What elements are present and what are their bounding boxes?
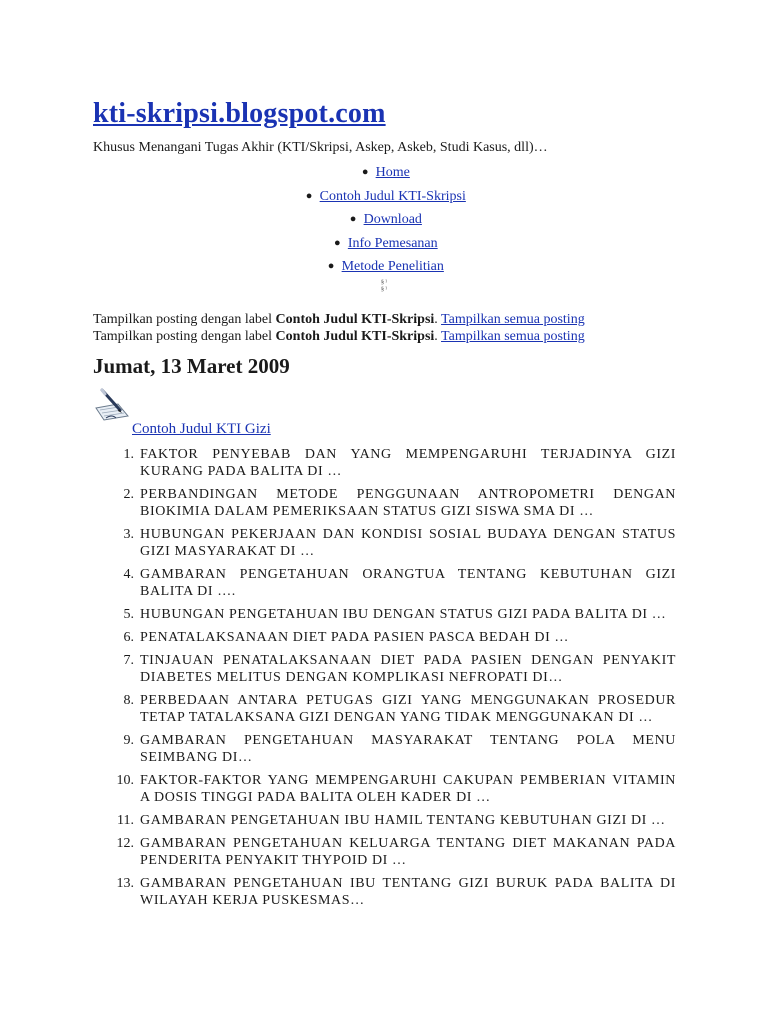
list-item-number: 10. xyxy=(116,773,134,788)
list-item-number: 12. xyxy=(116,836,134,851)
post-item-list xyxy=(0,446,768,915)
list-item-text: GAMBARAN PENGETAHUAN IBU TENTANG GIZI BURUK PADA BALITA DI WILAYAH KERJA PUSKESMAS… xyxy=(140,876,676,908)
list-item-text: GAMBARAN PENGETAHUAN IBU HAMIL TENTANG KEBUTUHAN GIZI DI … xyxy=(140,813,666,828)
list-item-number: 9. xyxy=(123,733,134,748)
label-filter-label: Contoh Judul KTI-Skripsi xyxy=(275,312,435,327)
label-filter-line xyxy=(93,312,585,328)
list-item xyxy=(0,652,676,686)
nav-item-contoh-judul xyxy=(0,186,768,210)
list-item-text: PENATALAKSANAAN DIET PADA PASIEN PASCA BEDAH DI … xyxy=(140,630,570,645)
list-item xyxy=(0,875,676,909)
list-item-text: GAMBARAN PENGETAHUAN KELUARGA TENTANG DIET MAKANAN PADA PENDERITA PENYAKIT THYPOID DI … xyxy=(140,836,676,868)
bullet-icon: ● xyxy=(361,166,369,178)
nav-link-contoh-judul[interactable]: Contoh Judul KTI-Skripsi xyxy=(319,188,466,204)
nav-link-info-pemesanan[interactable]: Info Pemesanan xyxy=(347,235,438,251)
list-item-number: 8. xyxy=(123,693,134,708)
list-item-number: 11. xyxy=(117,813,134,828)
list-item-number: 13. xyxy=(116,876,134,891)
date-header: Jumat, 13 Maret 2009 xyxy=(93,354,290,378)
list-item xyxy=(0,772,676,806)
list-item xyxy=(0,526,676,560)
blog-title-link[interactable]: kti-skripsi.blogspot.com xyxy=(93,98,386,129)
nav-item-home xyxy=(0,162,768,186)
bullet-icon: ● xyxy=(305,189,313,202)
label-filter-separator: . xyxy=(434,329,442,344)
list-item xyxy=(0,732,676,766)
list-item xyxy=(0,446,676,480)
list-item xyxy=(0,566,676,600)
list-item-number: 6. xyxy=(123,630,134,645)
blog-description: Khusus Menangani Tugas Akhir (KTI/Skripsi, Askep, Askeb, Studi Kasus, dll)… xyxy=(93,140,548,155)
post-title-link[interactable]: Contoh Judul KTI Gizi xyxy=(132,421,271,437)
label-filter-separator: . xyxy=(434,312,442,327)
list-item-number: 2. xyxy=(123,487,134,502)
list-item-number: 5. xyxy=(123,607,134,622)
nav-tiny-marks xyxy=(0,280,768,298)
nav-link-download[interactable]: Download xyxy=(363,212,422,227)
list-item-text: TINJAUAN PENATALAKSANAAN DIET PADA PASIEN DENGAN PENYAKIT DIABETES MELITUS DENGAN KOMPLIKASI NEFROPATI DI… xyxy=(140,653,676,685)
list-item xyxy=(0,692,676,726)
nav-menu xyxy=(0,162,768,298)
list-item-text: HUBUNGAN PEKERJAAN DAN KONDISI SOSIAL BUDAYA DENGAN STATUS GIZI MASYARAKAT DI … xyxy=(140,527,676,559)
bullet-icon: ● xyxy=(349,213,357,225)
label-filter-line xyxy=(93,329,585,345)
list-item-text: GAMBARAN PENGETAHUAN ORANGTUA TENTANG KEBUTUHAN GIZI BALITA DI …. xyxy=(140,567,676,599)
list-item xyxy=(0,606,676,623)
nav-item-metode-penelitian xyxy=(0,256,768,280)
list-item-text: PERBANDINGAN METODE PENGGUNAAN ANTROPOMETRI DENGAN BIOKIMIA DALAM PEMERIKSAAN STATUS GIZI SISWA SMA DI … xyxy=(140,487,676,519)
list-item xyxy=(0,629,676,646)
list-item-number: 3. xyxy=(123,527,134,542)
list-item xyxy=(0,835,676,869)
list-item-text: FAKTOR PENYEBAB DAN YANG MEMPENGARUHI TERJADINYA GIZI KURANG PADA BALITA DI … xyxy=(140,447,676,479)
list-item-number: 1. xyxy=(123,447,134,462)
show-all-posts-link[interactable]: Tampilkan semua posting xyxy=(441,312,585,327)
nav-link-home[interactable]: Home xyxy=(375,165,410,180)
bullet-icon: ● xyxy=(327,260,335,272)
show-all-posts-link[interactable]: Tampilkan semua posting xyxy=(441,329,585,344)
tiny-mark: § ˀ xyxy=(381,286,387,293)
tiny-mark: § ˀ xyxy=(381,279,387,286)
label-filter-prefix: Tampilkan posting dengan label xyxy=(93,329,276,344)
pen-and-paper-icon xyxy=(92,388,132,422)
list-item-text: HUBUNGAN PENGETAHUAN IBU DENGAN STATUS GIZI PADA BALITA DI … xyxy=(140,607,667,622)
list-item xyxy=(0,486,676,520)
list-item xyxy=(0,812,676,829)
nav-item-info-pemesanan xyxy=(0,233,768,257)
list-item-text: FAKTOR-FAKTOR YANG MEMPENGARUHI CAKUPAN PEMBERIAN VITAMIN A DOSIS TINGGI PADA BALITA OLEH KADER DI … xyxy=(140,773,676,805)
list-item-number: 4. xyxy=(123,567,134,582)
label-filter-label: Contoh Judul KTI-Skripsi xyxy=(275,329,435,344)
bullet-icon: ● xyxy=(334,236,341,249)
nav-link-metode-penelitian[interactable]: Metode Penelitian xyxy=(341,259,444,274)
nav-item-download xyxy=(0,209,768,233)
list-item-text: PERBEDAAN ANTARA PETUGAS GIZI YANG MENGGUNAKAN PROSEDUR TETAP TATALAKSANA GIZI DENGAN YANG TIDAK MENGGUNAKAN DI … xyxy=(140,693,676,725)
list-item-text: GAMBARAN PENGETAHUAN MASYARAKAT TENTANG POLA MENU SEIMBANG DI… xyxy=(140,733,676,765)
list-item-number: 7. xyxy=(123,653,134,668)
label-filter-prefix: Tampilkan posting dengan label xyxy=(93,312,276,327)
